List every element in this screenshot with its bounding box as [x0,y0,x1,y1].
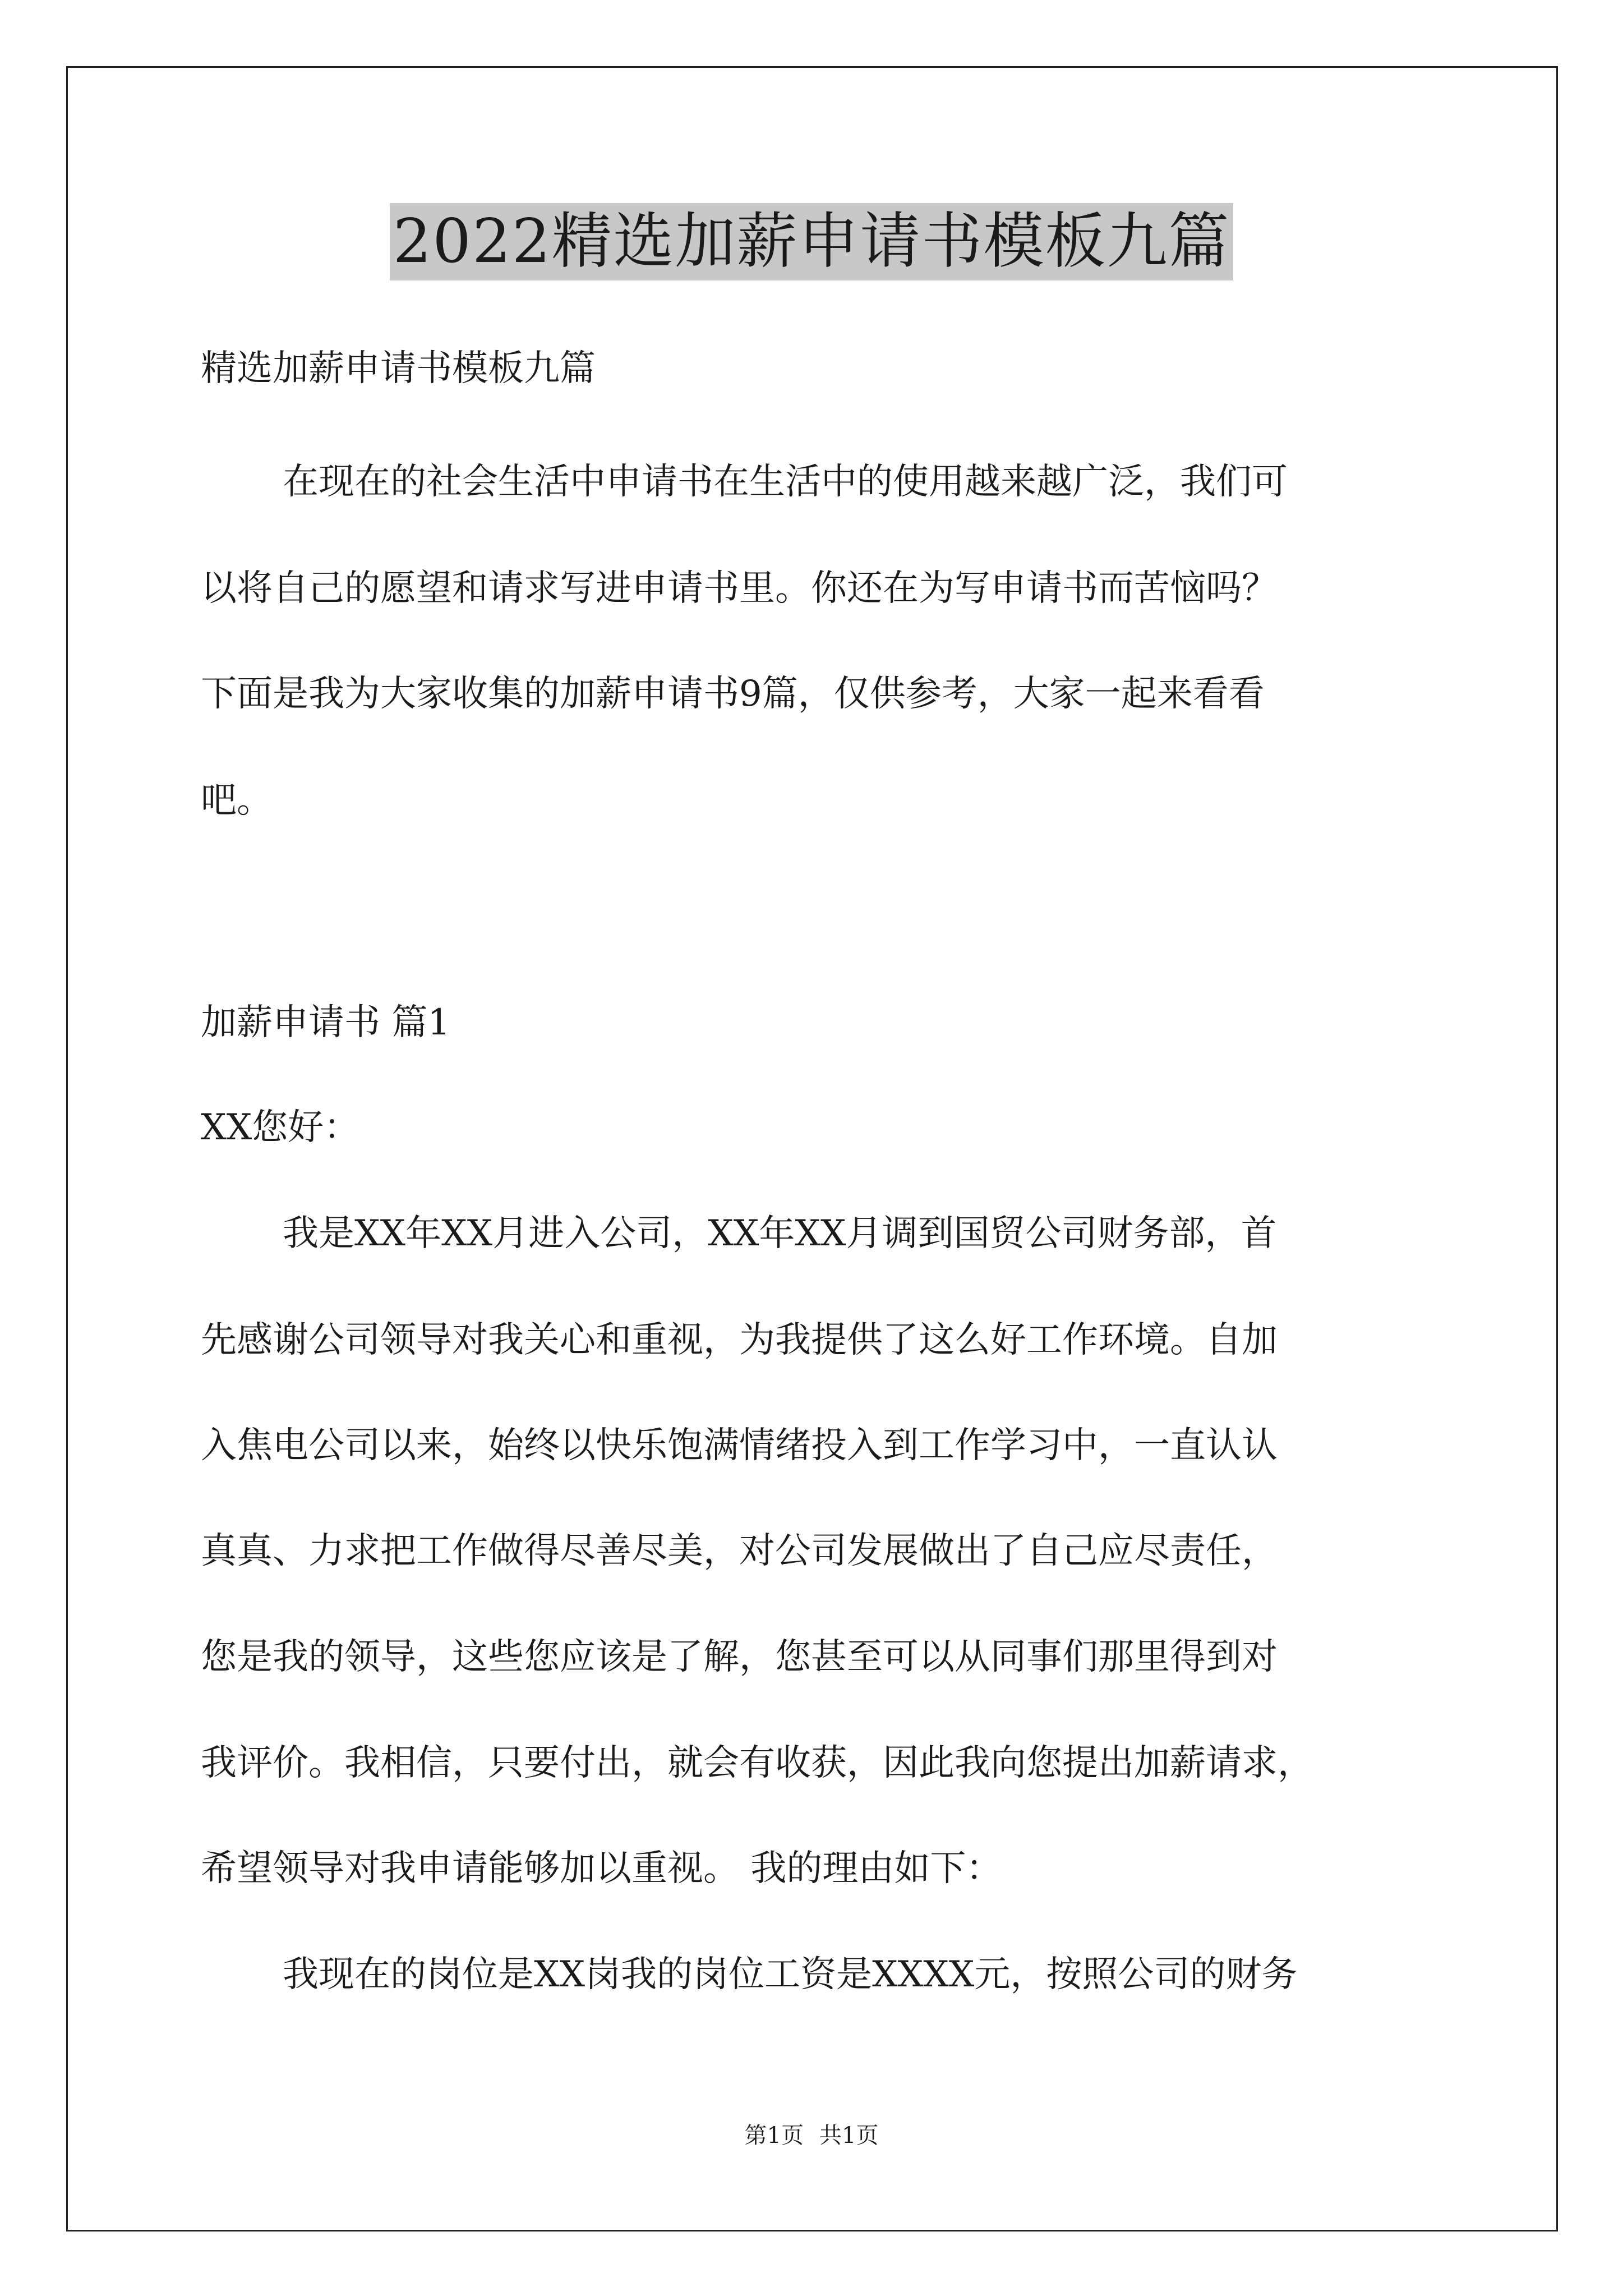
section-heading: 加薪申请书 篇1 [201,1002,451,1043]
page-total: 共1页 [819,2123,879,2148]
paragraph-line: 我评价。我相信，只要付出，就会有收获，因此我向您提出加薪请求， [201,1742,1313,1784]
paragraph-line: 吧。 [201,780,273,821]
paragraph-line: 下面是我为大家收集的加薪申请书9篇，仅供参考，大家一起来看看 [201,673,1265,715]
page-footer [0,2122,1623,2150]
paragraph-line: 在现在的社会生活中申请书在生活中的使用越来越广泛，我们可 [283,461,1288,503]
paragraph-line: 以将自己的愿望和请求写进申请书里。你还在为写申请书而苦恼吗？ [201,568,1278,609]
paragraph-line: 希望领导对我申请能够加以重视。 我的理由如下： [201,1848,1002,1889]
paragraph-line: 入焦电公司以来，始终以快乐饱满情绪投入到工作学习中，一直认认 [201,1425,1278,1466]
title-container [0,203,1623,280]
document-title: 2022精选加薪申请书模板九篇 [390,203,1234,280]
paragraph-line: 先感谢公司领导对我关心和重视，为我提供了这么好工作环境。自加 [201,1319,1278,1361]
paragraph-line: 我是XX年XX月进入公司，XX年XX月调到国贸公司财务部，首 [283,1213,1277,1254]
paragraph-line: 您是我的领导，这些您应该是了解，您甚至可以从同事们那里得到对 [201,1636,1278,1678]
paragraph-line: 我现在的岗位是XX岗我的岗位工资是XXXX元，按照公司的财务 [283,1954,1298,1995]
salutation-line: XX您好： [201,1107,360,1148]
subtitle-line: 精选加薪申请书模板九篇 [201,348,596,389]
page-number: 第1页 [744,2123,804,2148]
paragraph-line: 真真、力求把工作做得尽善尽美，对公司发展做出了自己应尽责任， [201,1530,1278,1572]
